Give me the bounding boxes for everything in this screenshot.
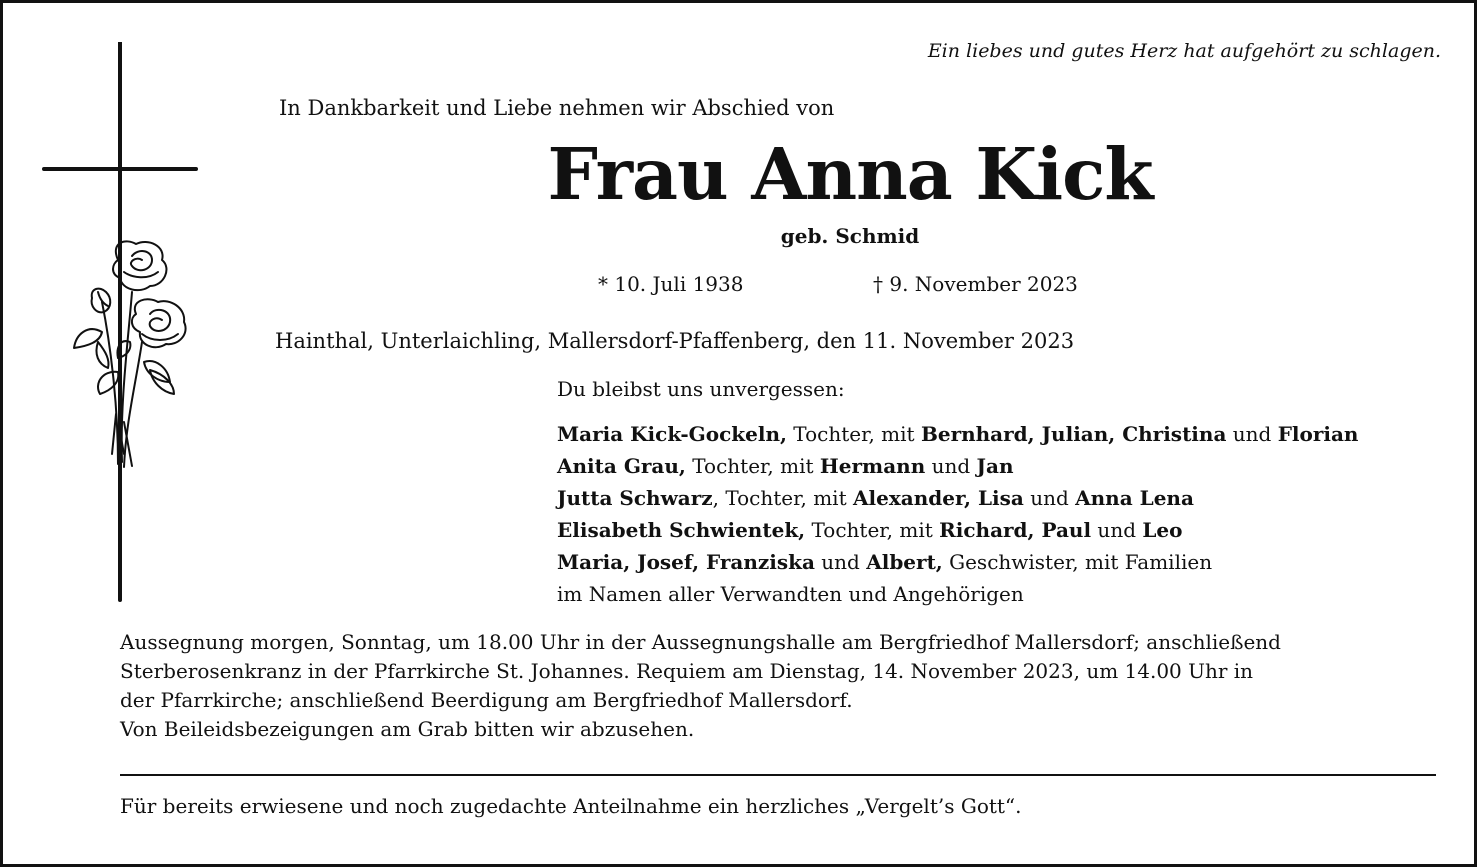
mourners-list xyxy=(557,418,1358,610)
birth-name: geb. Schmid xyxy=(780,224,920,248)
mourner-line: Maria Kick-Gockeln, Tochter, mit Bernhard, Julian, Christina und Florian xyxy=(557,422,1359,446)
cross-with-roses-icon xyxy=(40,42,210,612)
notice-line: der Pfarrkirche; anschließend Beerdigung am Bergfriedhof Mallersdorf. xyxy=(120,688,853,712)
mourner-line: Anita Grau, Tochter, mit Hermann und Jan xyxy=(557,454,1014,478)
death-date: † 9. November 2023 xyxy=(873,272,1078,296)
motto: Ein liebes und gutes Herz hat aufgehört zu schlagen. xyxy=(927,40,1441,62)
mourner-line: Maria, Josef, Franziska und Albert, Geschwister, mit Familien xyxy=(557,550,1213,574)
thanks-line: Für bereits erwiesene und noch zugedachte Anteilnahme ein herzliches „Vergelt’s Gott“. xyxy=(120,794,1022,818)
funeral-notice xyxy=(120,628,1440,744)
mourner-line: Elisabeth Schwientek, Tochter, mit Richard, Paul und Leo xyxy=(557,518,1183,542)
deceased-name: Frau Anna Kick xyxy=(547,132,1153,216)
place-and-date: Hainthal, Unterlaichling, Mallersdorf-Pfaffenberg, den 11. November 2023 xyxy=(275,329,1075,353)
notice-line: Aussegnung morgen, Sonntag, um 18.00 Uhr in der Aussegnungshalle am Bergfriedhof Mallersdorf; anschließend xyxy=(120,630,1281,654)
divider xyxy=(120,774,1436,776)
mourner-line: Jutta Schwarz, Tochter, mit Alexander, Lisa und Anna Lena xyxy=(557,486,1194,510)
notice-line: Sterberosenkranz in der Pfarrkirche St. Johannes. Requiem am Dienstag, 14. November 2023, um 14.00 Uhr in xyxy=(120,659,1254,683)
mourners-footer: im Namen aller Verwandten und Angehörigen xyxy=(557,582,1024,606)
mourners-lead: Du bleibst uns unvergessen: xyxy=(557,377,845,401)
birth-date: * 10. Juli 1938 xyxy=(598,272,744,296)
notice-line: Von Beileidsbezeigungen am Grab bitten wir abzusehen. xyxy=(120,717,695,741)
intro-line: In Dankbarkeit und Liebe nehmen wir Abschied von xyxy=(279,96,835,120)
